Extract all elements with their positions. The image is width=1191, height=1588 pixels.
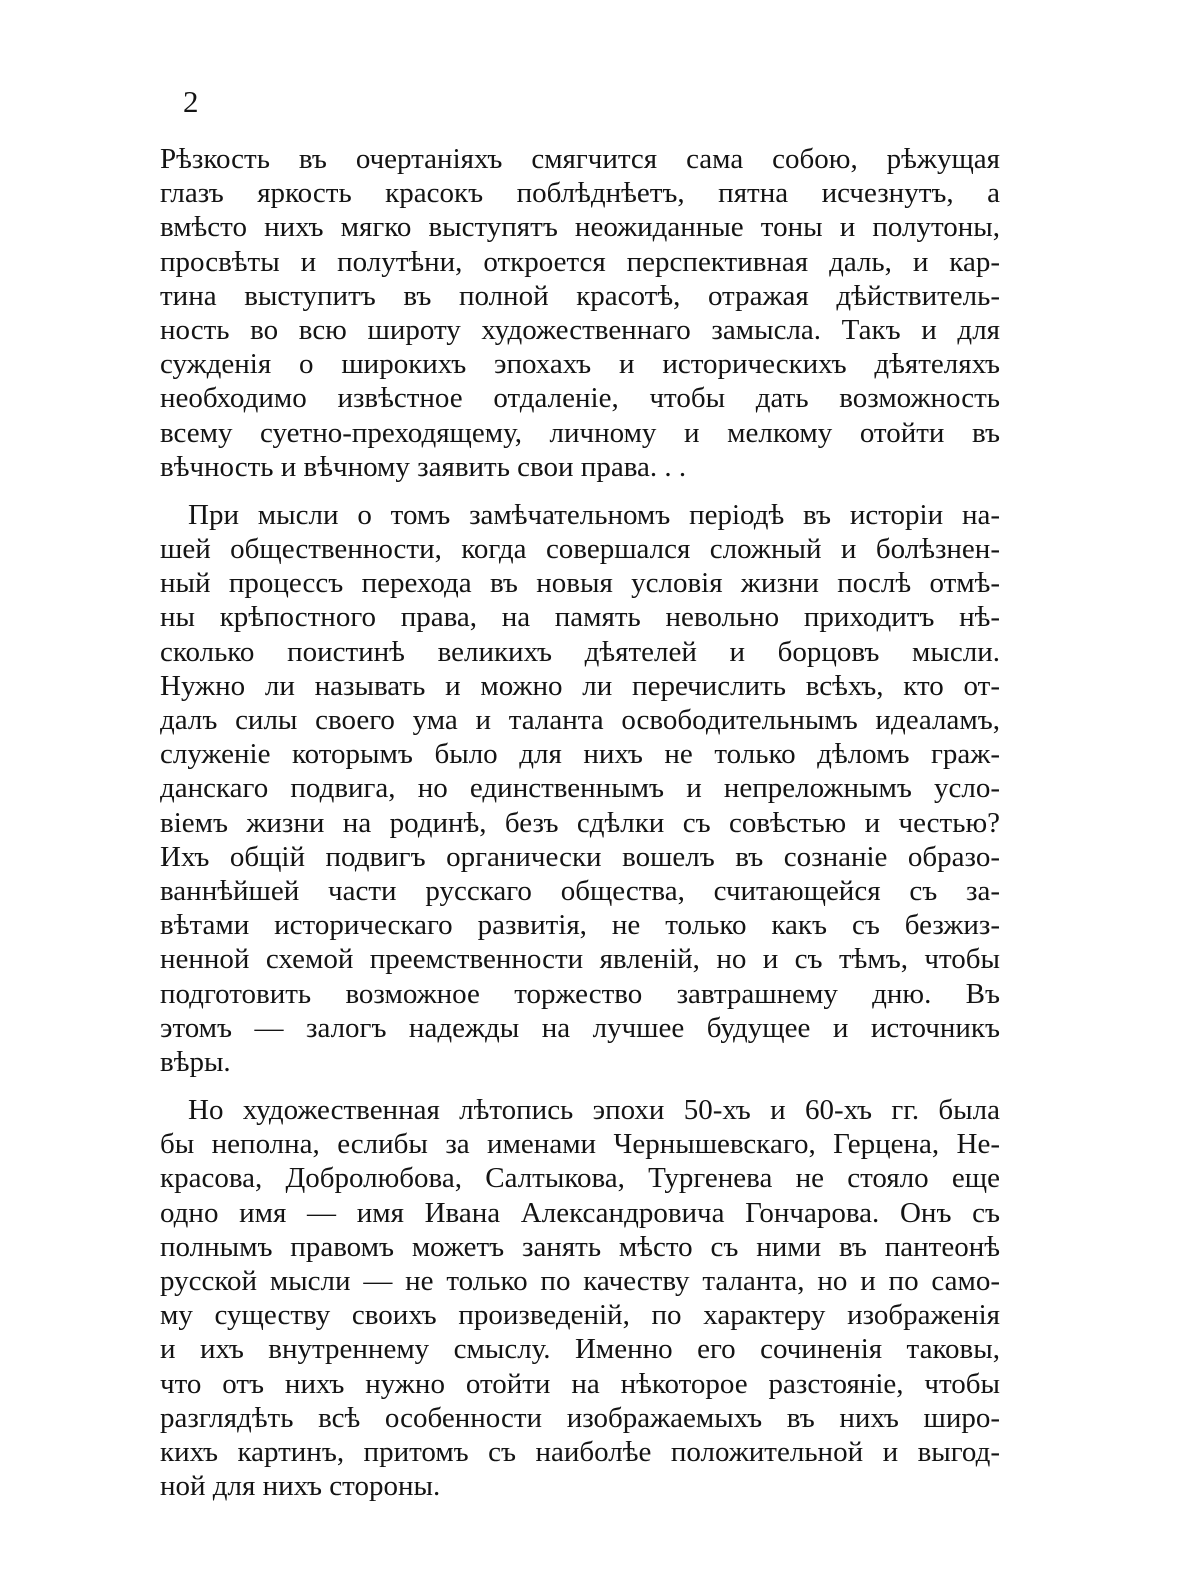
text-line: необходимо извѣстное отдаленіе, чтобы дать возможность	[160, 382, 1000, 415]
text-line: вѣры.	[160, 1045, 231, 1078]
text-line: віемъ жизни на родинѣ, безъ сдѣлки съ совѣстью и честью?	[160, 806, 1000, 839]
text-line: вѣтами историческаго развитія, не только какъ съ безжиз-	[160, 909, 1000, 942]
text-line: далъ силы своего ума и таланта освободительнымъ идеаламъ,	[160, 704, 1000, 736]
paragraph-1	[160, 142, 1000, 484]
text-line: служеніе которымъ было для нихъ не только дѣломъ граж-	[160, 738, 1000, 771]
text-line: глазъ яркость красокъ поблѣднѣетъ, пятна исчезнутъ, а	[160, 177, 1000, 210]
text-line: красова, Добролюбова, Салтыкова, Тургенева не стояло еще	[160, 1162, 1000, 1195]
text-line: ваннѣйшей части русскаго общества, считающейся съ за-	[160, 874, 1000, 907]
text-line: Ихъ общій подвигъ органически вошелъ въ сознаніе образо-	[160, 840, 1000, 873]
text-line: сколько поистинѣ великихъ дѣятелей и борцовъ мысли.	[160, 635, 1000, 668]
text-line: шей общественности, когда совершался сложный и болѣзнен-	[160, 533, 1000, 566]
text-line: Но художественная лѣтопись эпохи 50-хъ и 60-хъ гг. была	[188, 1094, 1000, 1127]
text-line: сужденія о широкихъ эпохахъ и историческихъ дѣятеляхъ	[160, 348, 1000, 381]
text-line: ны крѣпостного права, на память невольно приходитъ нѣ-	[160, 601, 1000, 634]
text-line: кихъ картинъ, притомъ съ наиболѣе положительной и выгод-	[160, 1435, 1000, 1468]
text-line: подготовить возможное торжество завтрашнему дню. Въ	[160, 977, 1000, 1010]
text-line: ненной схемой преемственности явленій, но и съ тѣмъ, чтобы	[160, 943, 1000, 976]
text-line: всему суетно-преходящему, личному и мелкому отойти въ	[160, 416, 1000, 449]
text-line: Рѣзкость въ очертаніяхъ смягчится сама собою, рѣжущая	[160, 143, 1000, 175]
text-line: ность во всю широту художественнаго замысла. Такъ и для	[160, 313, 1000, 346]
body-text	[160, 142, 1000, 1503]
text-line: тина выступитъ въ полной красотѣ, отражая дѣйствитель-	[160, 279, 1000, 312]
page-number: 2	[183, 84, 199, 119]
text-line: При мысли о томъ замѣчательномъ періодѣ въ исторіи на-	[188, 498, 1000, 531]
text-line: ной для нихъ стороны.	[160, 1470, 441, 1503]
text-line: вмѣсто нихъ мягко выступятъ неожиданные тоны и полутоны,	[160, 211, 1000, 244]
text-line: одно имя — имя Ивана Александровича Гончарова. Онъ съ	[160, 1196, 1000, 1229]
text-line: русской мысли — не только по качеству таланта, но и по само-	[160, 1265, 1000, 1297]
text-line: просвѣты и полутѣни, откроется перспективная даль, и кар-	[160, 245, 1000, 278]
text-line: и ихъ внутреннему смыслу. Именно его сочиненія таковы,	[160, 1333, 1000, 1366]
text-line: Нужно ли называть и можно ли перечислить всѣхъ, кто от-	[160, 669, 1000, 702]
text-line: полнымъ правомъ можетъ занять мѣсто съ ними въ пантеонѣ	[160, 1230, 1000, 1263]
text-line: что отъ нихъ нужно отойти на нѣкоторое разстояніе, чтобы	[160, 1367, 1000, 1400]
text-line: вѣчность и вѣчному заявить свои права. . .	[160, 450, 687, 483]
paragraph-3	[160, 1093, 1000, 1503]
text-line: бы неполна, еслибы за именами Чернышевскаго, Герцена, Не-	[160, 1128, 1000, 1161]
paragraph-2	[160, 498, 1000, 1079]
text-line: му существу своихъ произведеній, по характеру изображенія	[160, 1299, 1000, 1332]
text-line: разглядѣть всѣ особенности изображаемыхъ въ нихъ широ-	[160, 1401, 1000, 1434]
text-line: этомъ — залогъ надежды на лучшее будущее и источникъ	[160, 1011, 1000, 1044]
text-line: ный процессъ перехода въ новыя условія жизни послѣ отмѣ-	[160, 567, 1000, 600]
text-line: данскаго подвига, но единственнымъ и непреложнымъ усло-	[160, 772, 1000, 805]
